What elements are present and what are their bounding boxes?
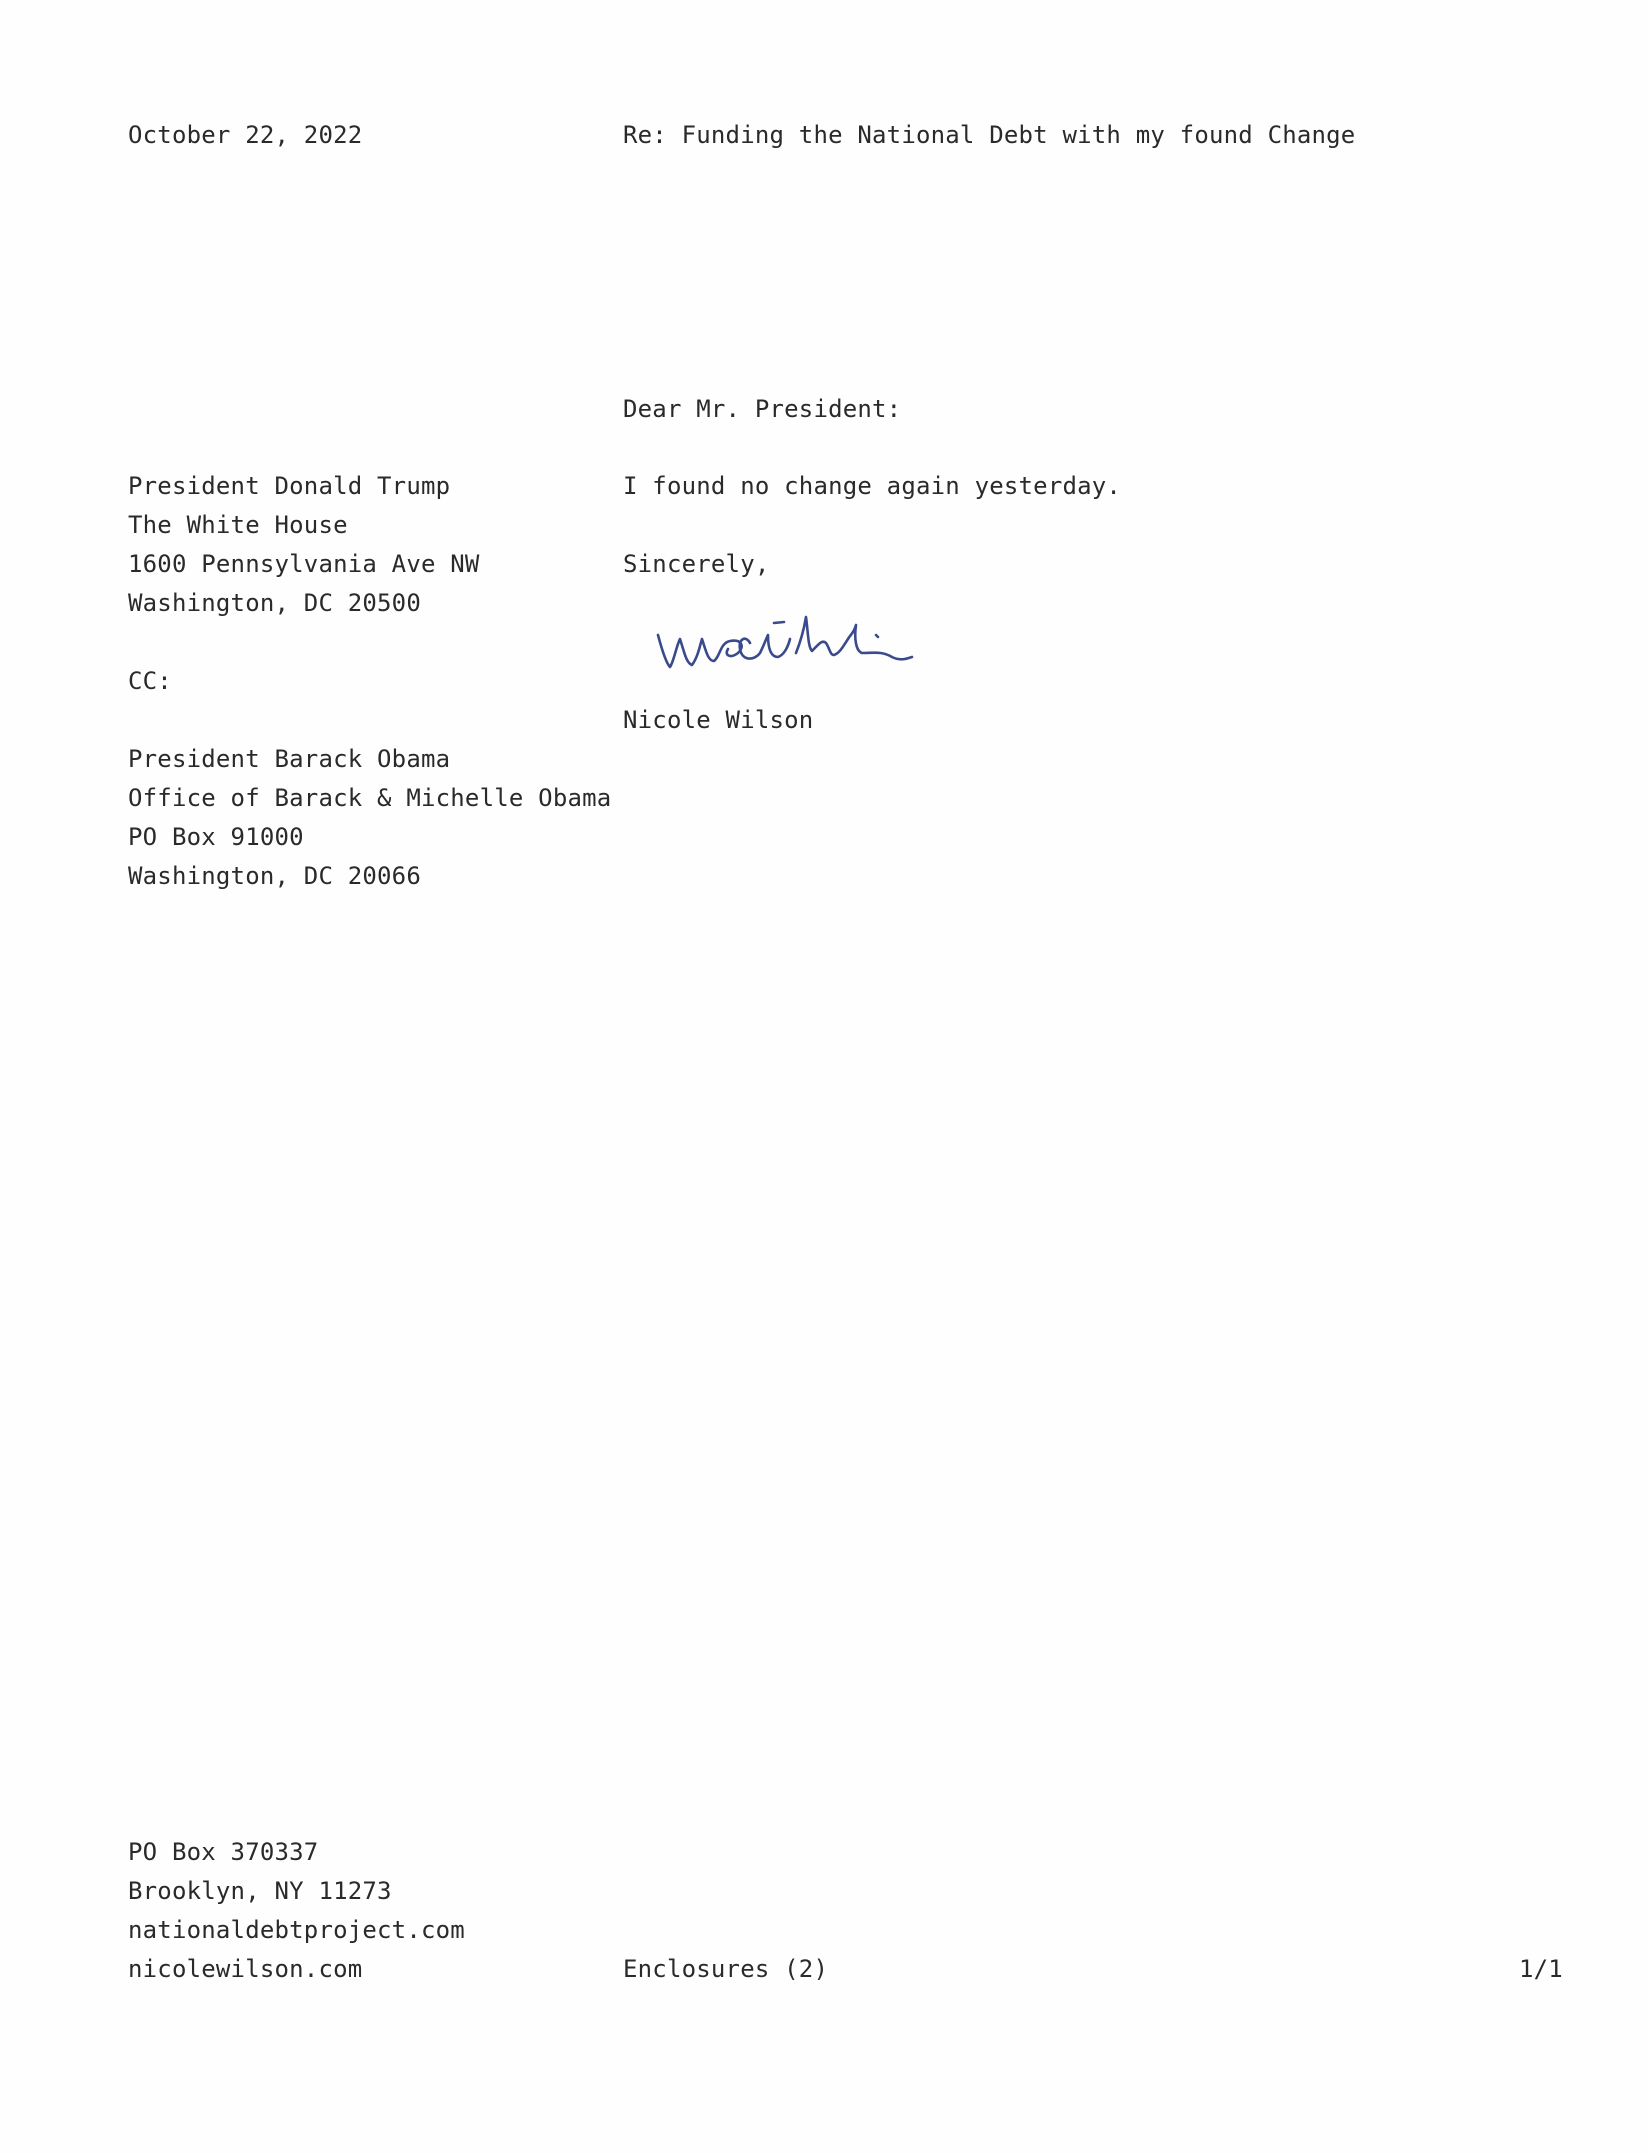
salutation: Dear Mr. President:: [623, 395, 902, 423]
enclosures-note: Enclosures (2): [623, 1955, 829, 1983]
cc-organization: Office of Barack & Michelle Obama: [128, 784, 612, 812]
recipient-name: President Donald Trump: [128, 472, 451, 500]
signature-scribble: [650, 595, 990, 695]
letter-date: October 22, 2022: [128, 121, 363, 149]
letter-subject: Re: Funding the National Debt with my found Change: [623, 121, 1356, 149]
recipient-city: Washington, DC 20500: [128, 589, 421, 617]
page-number: 1/1: [1519, 1955, 1563, 1983]
cc-address: [128, 740, 611, 896]
cc-city: Washington, DC 20066: [128, 862, 421, 890]
recipient-street: 1600 Pennsylvania Ave NW: [128, 550, 480, 578]
cc-street: PO Box 91000: [128, 823, 304, 851]
recipient-organization: The White House: [128, 511, 348, 539]
handwritten-signature: [650, 595, 990, 695]
sender-website-1: nationaldebtproject.com: [128, 1916, 465, 1944]
sender-address: [128, 1833, 465, 1989]
letter-body: I found no change again yesterday.: [623, 472, 1122, 500]
signer-name: Nicole Wilson: [623, 706, 814, 734]
sender-po-box: PO Box 370337: [128, 1838, 319, 1866]
cc-name: President Barack Obama: [128, 745, 451, 773]
sender-city: Brooklyn, NY 11273: [128, 1877, 392, 1905]
closing: Sincerely,: [623, 550, 770, 578]
sender-website-2: nicolewilson.com: [128, 1955, 363, 1983]
cc-label: CC:: [128, 667, 172, 695]
recipient-address: [128, 467, 480, 623]
